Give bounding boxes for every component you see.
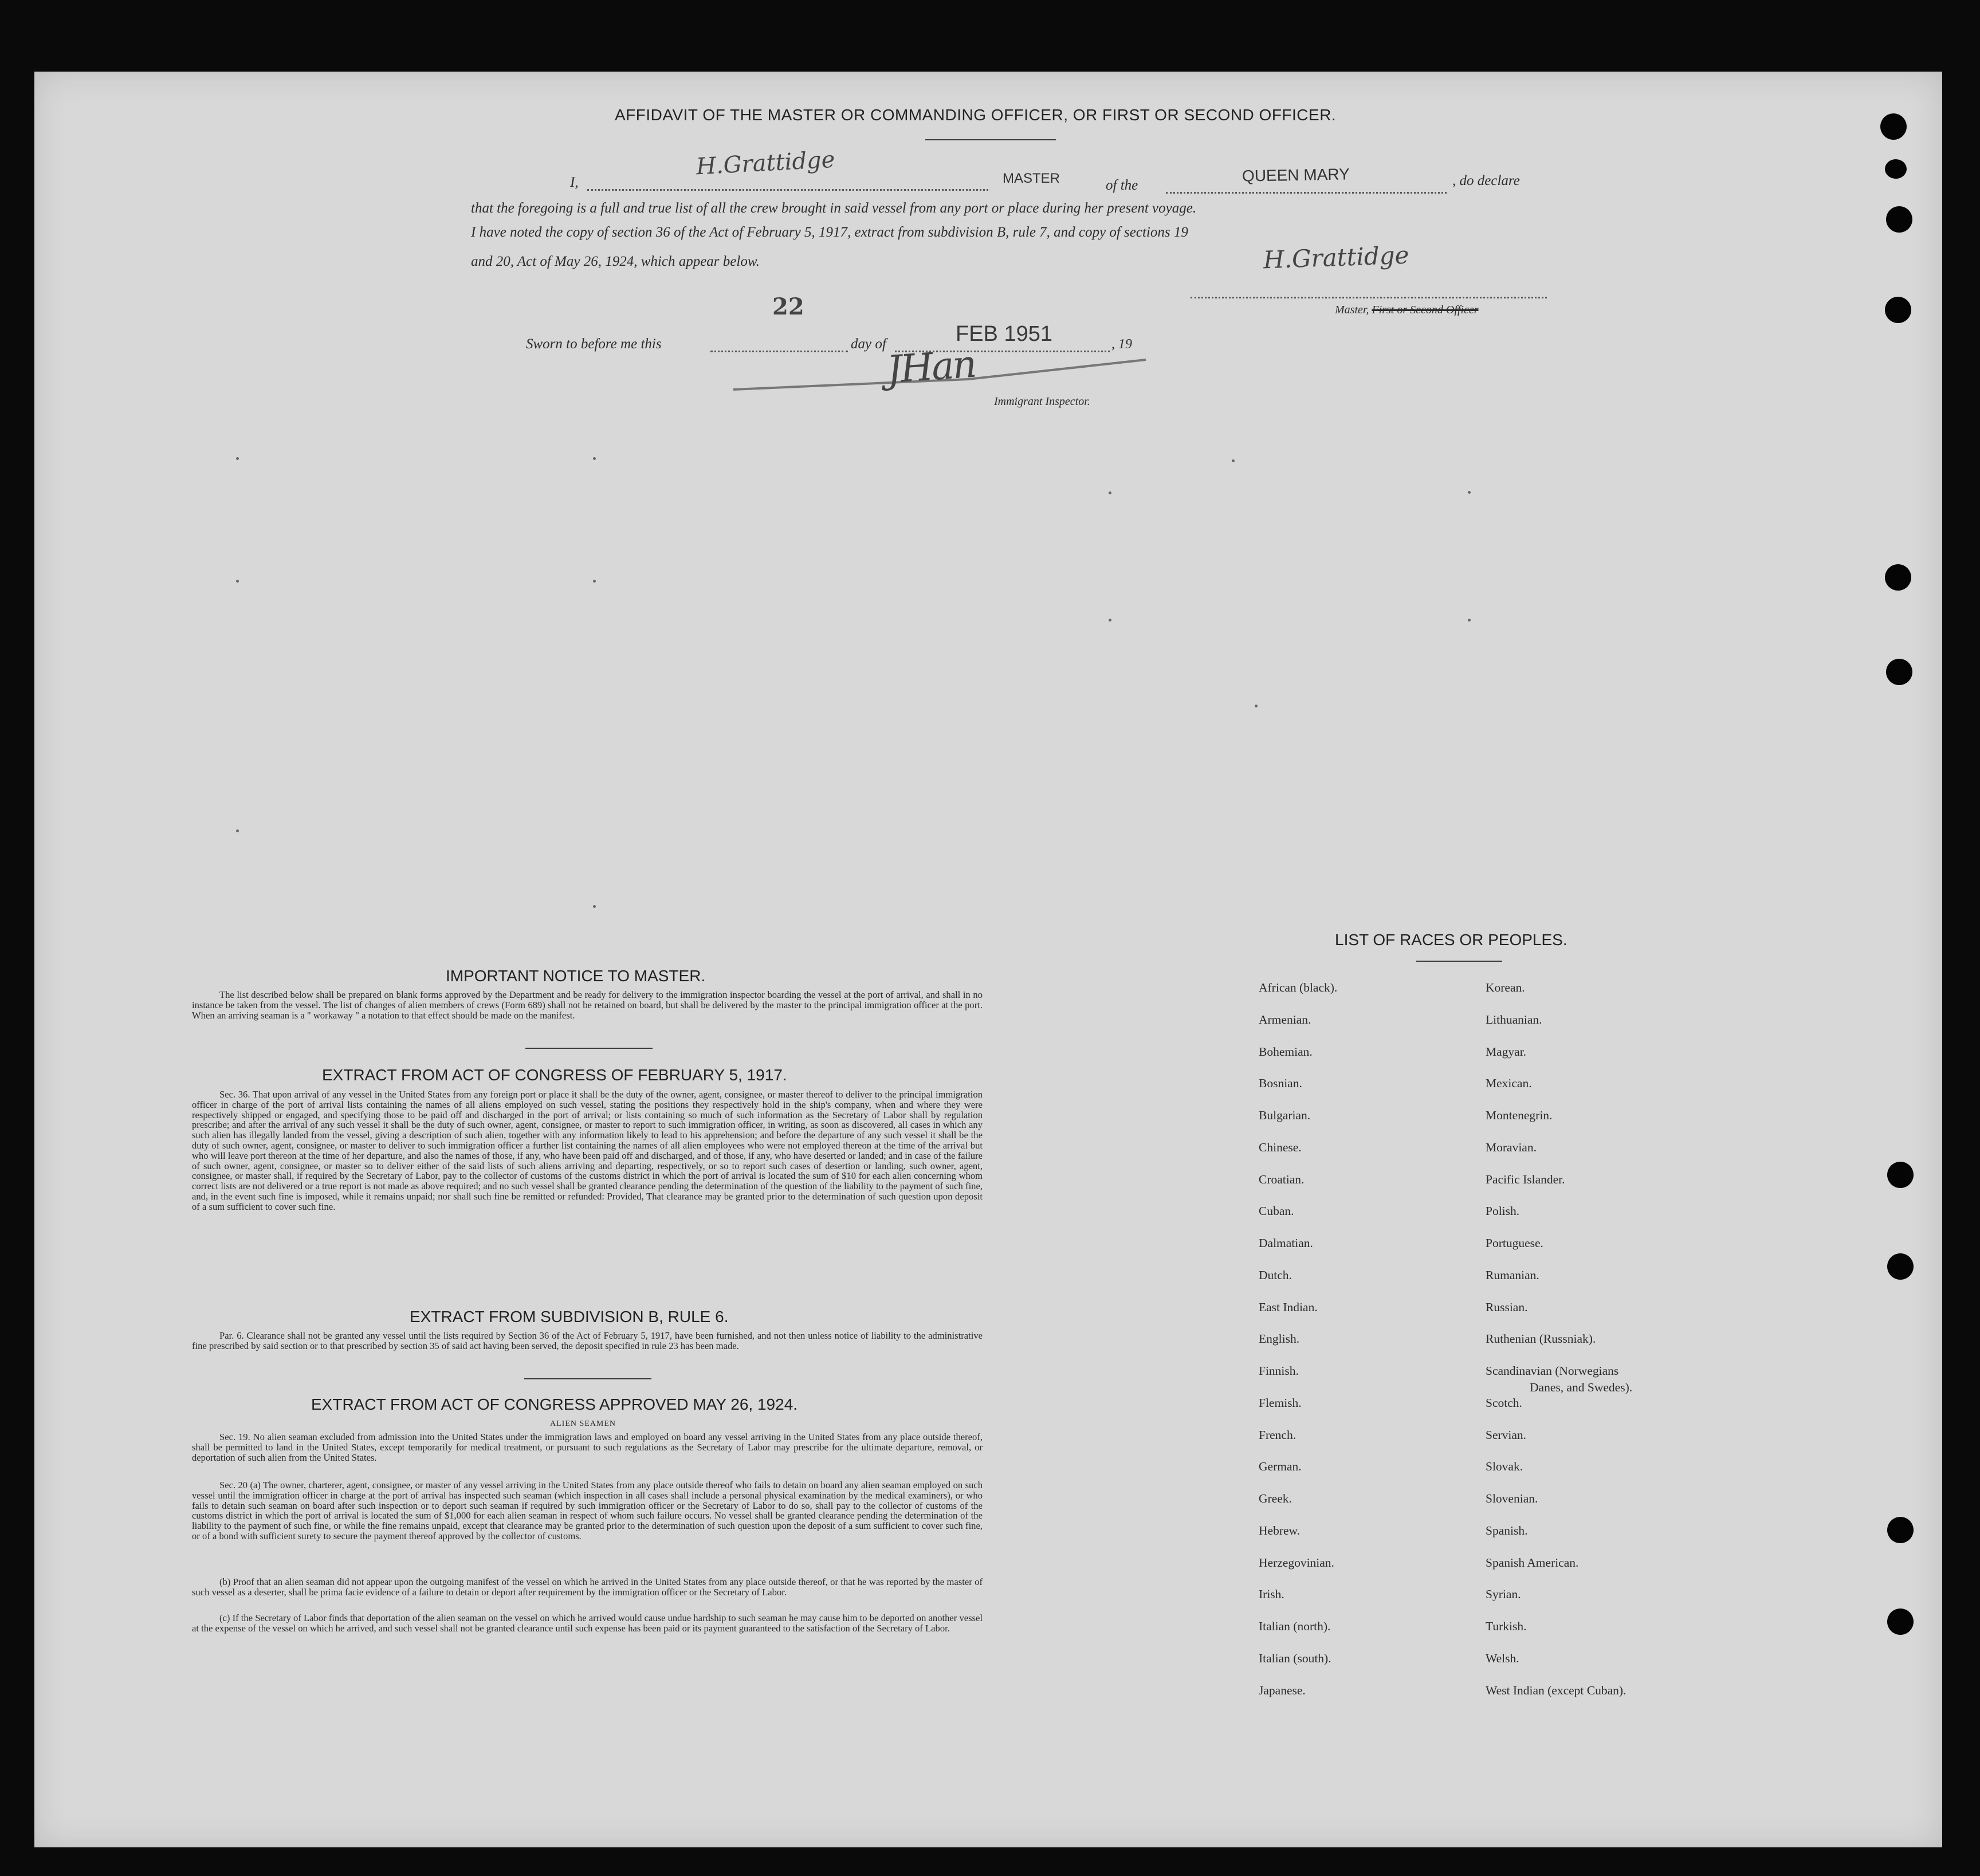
column-dot xyxy=(593,457,596,460)
vessel-name-line xyxy=(1166,192,1447,194)
sec19-text: Sec. 19. No alien seaman excluded from admission into the United States under the immigration laws and employed on board any vessel arriving in the United States from any place outside thereof, shall be permitted to land in the United States, except temporarily for medical treatment, or pursuant to such regulations as the Secretary of Labor may prescribe for the ultimate departure, removal, or deportation of such alien from the United States. xyxy=(192,1431,983,1463)
rule6-title: EXTRACT FROM SUBDIVISION B, RULE 6. xyxy=(410,1308,729,1326)
master-rank-typed: MASTER xyxy=(1003,171,1060,186)
column-dot xyxy=(236,457,239,460)
binder-hole xyxy=(1885,564,1911,591)
race-entry: Croatian. xyxy=(1259,1173,1305,1186)
race-entry: Russian. xyxy=(1486,1300,1528,1314)
column-dot xyxy=(1232,459,1235,462)
of-the-label: of the xyxy=(1106,178,1138,193)
race-entry: Turkish. xyxy=(1486,1619,1527,1633)
race-entry: Rumanian. xyxy=(1486,1268,1539,1282)
race-entry: English. xyxy=(1259,1332,1300,1346)
race-entry: Mexican. xyxy=(1486,1076,1532,1090)
day-of-label: day of xyxy=(851,336,886,352)
race-entry: Flemish. xyxy=(1259,1396,1302,1410)
scandinavian-continuation: Danes, and Swedes). xyxy=(1530,1381,1633,1394)
race-entry: Bulgarian. xyxy=(1259,1108,1311,1122)
race-entry: Moravian. xyxy=(1486,1140,1537,1154)
do-declare-label: , do declare xyxy=(1452,173,1520,188)
race-entry: Irish. xyxy=(1259,1587,1284,1601)
race-entry: West Indian (except Cuban). xyxy=(1486,1684,1627,1697)
master-name-handwritten: H.Grattidge xyxy=(695,146,836,180)
column-dot xyxy=(593,905,596,908)
extract-1917-text: Sec. 36. That upon arrival of any vessel in the United States from any foreign port or place it shall be the duty of the owner, agent, consignee, or master thereof to deliver to the principal immigration officer in charge of the port of arrival lists containing the names of all aliens employed on such vessel, stating the positions they respectively hold in the ship's company, when and where they were respectively shipped or engaged, and specifying those to be paid off and discharged in the port of arrival; or lists containing so much of such information as the Secretary of Labor shall by regulation prescribe; and after the arrival of any such vessel it shall be the duty of such owner, agent, consignee, or master to report to such immigration officer, in writing, as soon as discovered, all cases in which any such alien has illegally landed from the vessel, giving a description of such alien, together with any information likely to lead to his apprehension; and before the departure of any such vessel it shall be the duty of such owner, agent, consignee, or master to deliver to such immigration officer a further list containing the names of all alien employees who were not employed thereon at the time of the arrival but who will leave port thereon at the time of her departure, and also the names of those, if any, who have been paid off and discharged, and of those, if any, who have deserted or landed; and in case of the failure of such owner, agent, consignee, or master so to deliver either of the said lists of such aliens arriving and departing, respectively, or so to report such cases of desertion or landing, such owner, agent, consignee, or master shall, if required by the Secretary of Labor, pay to the collector of customs of the customs district in which the port of arrival is located the sum of $10 for each alien concerning whom correct lists are not delivered or a true report is not made as above required; and no such vessel shall be granted clearance pending the determination of the question of the liability to the payment of such fine, and, in the event such fine is imposed, while it remains unpaid; nor shall such fine be remitted or refunded: Provided, That clearance may be granted prior to the determination of such question upon deposit of a sum sufficient to cover such fine. xyxy=(192,1089,983,1212)
affidavit-body-line: I have noted the copy of section 36 of the Act of February 5, 1917, extract from subdivision B, rule 7, and copy of sections 19 xyxy=(471,225,1188,240)
race-entry: Slovenian. xyxy=(1486,1492,1538,1505)
struck-officer-caption: First or Second Officer xyxy=(1372,304,1479,316)
master-signature-line xyxy=(1191,297,1547,298)
affidavit-title: AFFIDAVIT OF THE MASTER OR COMMANDING OFFICER, OR FIRST OR SECOND OFFICER. xyxy=(615,106,1337,124)
master-caption xyxy=(1335,304,1479,317)
race-entry: Bohemian. xyxy=(1259,1045,1313,1059)
race-entry: German. xyxy=(1259,1460,1302,1473)
binder-hole xyxy=(1887,1253,1914,1280)
extract-1917-title: EXTRACT FROM ACT OF CONGRESS OF FEBRUARY 5, 1917. xyxy=(322,1066,787,1084)
column-dot xyxy=(1468,619,1471,622)
sworn-day-handwritten: 22 xyxy=(772,293,804,320)
extract-1924-title: EXTRACT FROM ACT OF CONGRESS APPROVED MAY 26, 1924. xyxy=(311,1395,798,1413)
binder-hole xyxy=(1885,159,1907,179)
sec20b-text: (b) Proof that an alien seaman did not appear upon the outgoing manifest of the vessel on which he arrived in the United States from any place outside thereof, or that he was reported by the master of such vessel as a deserter, shall be prima facie evidence of a failure to detain or deport after requirement by the immigration officer or the Secretary of Labor. xyxy=(192,1576,983,1598)
race-entry: Dalmatian. xyxy=(1259,1236,1313,1250)
race-entry: Italian (north). xyxy=(1259,1619,1331,1633)
race-entry: Hebrew. xyxy=(1259,1524,1301,1537)
notice-text: The list described below shall be prepared on blank forms approved by the Department and be ready for delivery to the immigration inspector boarding the vessel at the port of arrival, and shall in no instance be taken from the vessel. The list of changes of alien members of crews (Form 689) shall not be retained on board, but shall be delivered by the master to the principal immigration officer at the port. When an arriving seaman is a " workaway " a notation to that effect should be made on the manifest. xyxy=(192,989,983,1021)
column-dot xyxy=(236,580,239,583)
rule6-text: Par. 6. Clearance shall not be granted any vessel until the lists required by Section 36 of the Act of February 5, 1917, have been furnished, and not then unless notice of liability to the administrative fine prescribed by said section or to that prescribed by section 35 of said act having been served, the deposit specified in rule 23 has been made. xyxy=(192,1330,983,1351)
section-divider xyxy=(524,1378,651,1379)
date-stamp: FEB 1951 xyxy=(956,322,1052,346)
binder-hole xyxy=(1886,659,1912,685)
race-entry: Syrian. xyxy=(1486,1587,1521,1601)
race-entry: Bosnian. xyxy=(1259,1076,1302,1090)
race-entry: Armenian. xyxy=(1259,1013,1311,1027)
races-title: LIST OF RACES OR PEOPLES. xyxy=(1335,931,1568,949)
race-entry: Pacific Islander. xyxy=(1486,1173,1565,1186)
inspector-flourish xyxy=(728,341,1243,418)
race-entry: Herzegovinian. xyxy=(1259,1556,1334,1570)
race-entry: Servian. xyxy=(1486,1428,1527,1442)
master-signature: H.Grattidge xyxy=(1263,241,1410,274)
alien-seamen-subtitle: ALIEN SEAMEN xyxy=(550,1419,616,1428)
race-entry: Korean. xyxy=(1486,981,1525,994)
column-dot xyxy=(1109,619,1111,622)
column-dot xyxy=(593,580,596,583)
inspector-caption: Immigrant Inspector. xyxy=(994,395,1090,408)
master-name-line xyxy=(587,189,988,191)
column-dot xyxy=(1255,705,1258,707)
race-entry: Chinese. xyxy=(1259,1140,1302,1154)
race-entry: Lithuanian. xyxy=(1486,1013,1542,1027)
race-entry: Greek. xyxy=(1259,1492,1292,1505)
race-entry: Scotch. xyxy=(1486,1396,1522,1410)
race-entry: Welsh. xyxy=(1486,1651,1519,1665)
vessel-name-typed: QUEEN MARY xyxy=(1242,165,1350,185)
race-entry: Slovak. xyxy=(1486,1460,1523,1473)
column-dot xyxy=(1109,491,1111,494)
column-dot xyxy=(1468,491,1471,494)
notice-title: IMPORTANT NOTICE TO MASTER. xyxy=(446,967,706,985)
race-entry: Italian (south). xyxy=(1259,1651,1331,1665)
affidavit-i: I, xyxy=(570,175,579,190)
race-entry: Ruthenian (Russniak). xyxy=(1486,1332,1596,1346)
race-entry: Japanese. xyxy=(1259,1684,1306,1697)
race-entry: Spanish American. xyxy=(1486,1556,1579,1570)
race-entry: Scandinavian (Norwegians xyxy=(1486,1364,1619,1378)
race-entry: Polish. xyxy=(1486,1204,1520,1218)
sec20c-text: (c) If the Secretary of Labor finds that deportation of the alien seaman on the vessel on which he arrived would cause undue hardship to such seaman he may cause him to be deported on another vessel at the expense of the vessel on which he arrived, and such vessel shall not be granted clearance until such expense has been paid or its payment guaranteed to the satisfaction of the Secretary of Labor. xyxy=(192,1613,983,1634)
section-divider xyxy=(525,1048,653,1049)
race-entry: Spanish. xyxy=(1486,1524,1528,1537)
race-entry: Cuban. xyxy=(1259,1204,1294,1218)
sworn-prefix: Sworn to before me this xyxy=(526,336,662,352)
inspector-signature: JHan xyxy=(885,341,977,392)
races-underline xyxy=(1416,961,1502,962)
race-entry: African (black). xyxy=(1259,981,1338,994)
binder-hole xyxy=(1885,297,1911,323)
title-underline xyxy=(925,139,1056,140)
master-caption-label: Master, xyxy=(1335,304,1369,316)
race-entry: Portuguese. xyxy=(1486,1236,1543,1250)
binder-hole xyxy=(1880,113,1907,140)
sec20a-text: Sec. 20 (a) The owner, charterer, agent, consignee, or master of any vessel arriving in the United States from any place outside thereof who fails to detain on board any alien seaman employed on such vessel until the immigration officer in charge at the port of arrival has inspected such seaman (which inspection in all cases shall include a personal physical examination by the medical examiners), or who fails to detain such seaman on board after such inspection or to deport such seaman if required by such immigration officer or the Secretary of Labor to do so, shall pay to the collector of customs of the customs district in which the port of arrival is located the sum of $1,000 for each alien seaman in respect of whom such failure occurs. No vessel shall be granted clearance pending the determination of the liability to the payment of such fine, or while the fine remains unpaid, except that clearance may be granted prior to the determination of such question upon the deposit of a sum sufficient to cover such fine, or of a bond with sufficient surety to secure the payment thereof approved by the collector of customs. xyxy=(192,1480,983,1541)
binder-hole xyxy=(1887,1517,1914,1543)
race-entry: Montenegrin. xyxy=(1486,1108,1553,1122)
affidavit-body-line: that the foregoing is a full and true list of all the crew brought in said vessel from any port or place during her present voyage. xyxy=(471,200,1197,216)
race-entry: Magyar. xyxy=(1486,1045,1527,1059)
year-prefix: , 19 xyxy=(1111,337,1132,352)
race-entry: French. xyxy=(1259,1428,1297,1442)
binder-hole xyxy=(1887,1608,1914,1635)
column-dot xyxy=(236,829,239,832)
binder-hole xyxy=(1887,1162,1914,1188)
race-entry: East Indian. xyxy=(1259,1300,1318,1314)
affidavit-body-line: and 20, Act of May 26, 1924, which appear below. xyxy=(471,254,760,269)
race-entry: Dutch. xyxy=(1259,1268,1292,1282)
binder-hole xyxy=(1886,206,1912,233)
race-entry: Finnish. xyxy=(1259,1364,1299,1378)
